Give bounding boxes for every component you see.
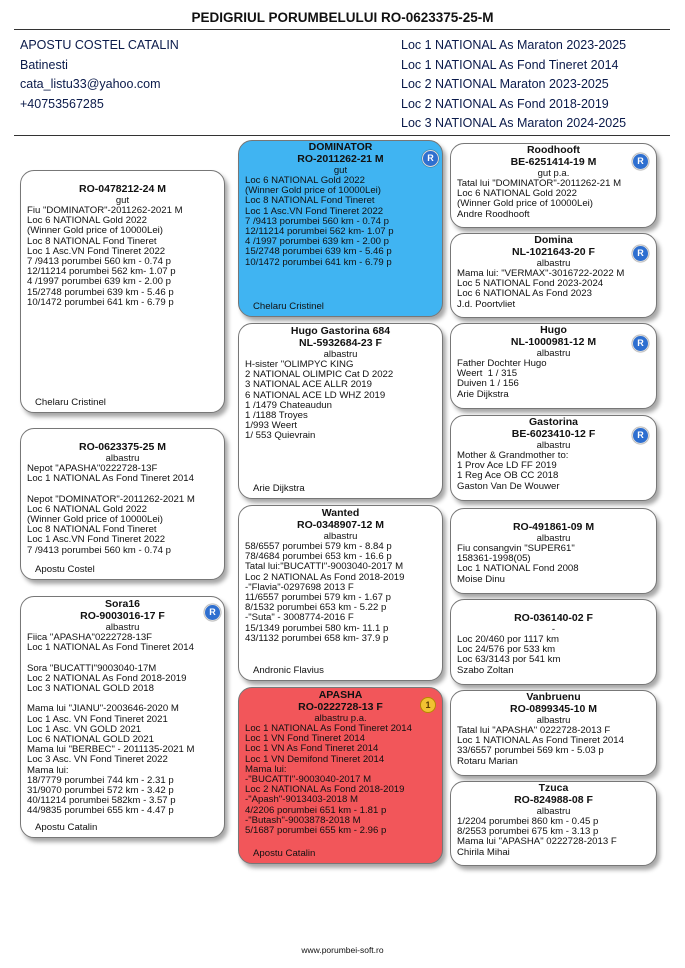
card-notes: Loc 6 NATIONAL Gold 2022 (Winner Gold price of 10000Lei) Loc 8 NATIONAL Fond Tineret Loc 1 Asc.VN Fond Tineret 2022 7 /9413 porumbei 560 km - 0.74 p 12/11214 porumbei 562 km- 1.07 p 4 /1997 porumbei 639 km - 2.00 p 15/2748 porumbei 639 km - 5.46 p 10/1472 porumbei 641 km - 6.79 p [245, 175, 394, 268]
card-notes: Loc 1 NATIONAL As Fond Tineret 2014 Loc 1 VN Fond Tineret 2014 Loc 1 VN As Fond Tineret 2014 Loc 1 VN Demifond Tineret 2014 Mama lui: -"BUCATTI"-9003040-2017 M Loc 2 NATIONAL As Fond 2018-2019 -"Apash"-9013403-2018 M 4/2206 porumbei 651 km - 1.81 p -"Butash"-9003878-2018 M 5/1687 porumbei 655 km - 2.96 p [245, 723, 412, 837]
card-notes: H-sister "OLIMPYC KING 2 NATIONAL OLIMPIC Cat D 2022 3 NATIONAL ACE ALLR 2019 6 NATIONAL ACE LD WHZ 2019 1 /1479 Chateaudun 1 /1188 Troyes 1/993 Weert 1/ 553 Quievrain [245, 359, 394, 442]
card-notes: Loc 20/460 por 1117 km Loc 24/576 por 533 km Loc 63/3143 por 541 km Szabo Zoltan [457, 634, 561, 676]
pedigree-card-ffm[interactable] [450, 233, 657, 318]
card-ring: NL-5932684-23 F [299, 337, 382, 349]
card-ring: NL-1021643-20 F [512, 246, 595, 258]
pedigree-card-mf[interactable] [238, 505, 443, 681]
card-name: DOMINATOR [308, 141, 373, 153]
card-ring: RO-036140-02 F [514, 612, 593, 624]
card-name: Domina [534, 234, 573, 246]
card-name: Gastorina [528, 416, 578, 428]
card-notes: 58/6557 porumbei 579 km - 8.84 p 78/4684 porumbei 653 km - 16.6 p Tatal lui:"BUCATTI"-9003040-2017 M Loc 2 NATIONAL As Fond 2018-2019 -"Flavia"-0297698 2013 F 11/6557 porumbei 579 km - 1.67 p 8/1532 porumbei 653 km - 5.22 p -"Suta" - 3008774-2016 F 15/1349 porumbei 580 km- 11.1 p 43/1132 porumbei 658 km- 37.9 p [245, 541, 405, 644]
card-color: albastru [105, 622, 140, 633]
owner-phone: +40753567285 [20, 96, 104, 111]
card-name: Vanbruenu [526, 691, 581, 703]
pedigree-card-mff[interactable] [450, 508, 657, 594]
owner-email: cata_listu33@yahoo.com [20, 77, 161, 91]
card-notes: Father Dochter Hugo Weert 1 / 315 Duiven 1 / 156 Arie Dijkstra [457, 358, 547, 400]
owner-name: APOSTU COSTEL CATALIN [20, 38, 179, 52]
card-notes: Mother & Grandmother to: 1 Prov Ace LD FF 2019 1 Reg Ace OB CC 2018 Gaston Van De Wouwer [457, 450, 569, 492]
registered-icon: R [204, 604, 221, 621]
card-owner: Apostu Costel [35, 564, 95, 575]
pedigree-card-fmf[interactable] [450, 323, 657, 409]
card-notes: Mama lui: "VERMAX"-3016722-2022 M Loc 5 NATIONAL Fond 2023-2024 Loc 6 NATIONAL As Fond 2023 J.d. Poortvliet [457, 268, 625, 310]
pedigree-card-mfm[interactable] [450, 599, 657, 685]
card-name: Hugo Gastorina 684 [290, 325, 391, 337]
footer-link[interactable]: www.porumbei-soft.ro [301, 945, 384, 955]
card-ring: RO-2011262-21 M [297, 153, 384, 165]
card-color: albastru [536, 258, 571, 269]
card-name: Hugo [540, 324, 567, 336]
pedigree-card-subject[interactable] [20, 428, 225, 580]
card-ring: RO-0222728-13 F [298, 701, 383, 713]
pedigree-card-mother[interactable] [20, 596, 225, 838]
card-owner: Andronic Flavius [253, 665, 324, 676]
card-name: Sora16 [104, 598, 141, 610]
registered-icon: R [422, 150, 439, 167]
card-ring: RO-824988-08 F [514, 794, 593, 806]
card-owner: Chelaru Cristinel [253, 301, 324, 312]
card-ring: BE-6251414-19 M [510, 156, 597, 168]
card-color: gut [333, 165, 348, 176]
card-color: gut p.a. [537, 168, 570, 179]
card-notes: Fiica "APASHA"0222728-13F Loc 1 NATIONAL As Fond Tineret 2014 Sora "BUCATTI"9003040-17M Loc 2 NATIONAL As Fond 2018-2019 Loc 3 NATIONAL GOLD 2018 Mama lui "JIANU"-2003646-2020 M Loc 1 Asc. VN Fond Tineret 2021 Loc 1 Asc. VN GOLD 2021 Loc 6 NATIONAL GOLD 2021 Mama lui "BERBEC" - 2011135-2021 M Loc 3 Asc. VN Fond Tineret 2022 Mama lui: 18/7779 porumbei 744 km - 2.31 p 31/9070 porumbei 572 km - 3.42 p 40/11214 porumbei 582km - 3.57 p 44/9835 porumbei 655 km - 4.47 p [27, 632, 195, 817]
page-title: PEDIGRIUL PORUMBELULUI RO-0623375-25-M [191, 10, 494, 25]
achievement-item: Loc 3 NATIONAL As Maraton 2024-2025 [401, 116, 627, 130]
card-notes: Nepot "APASHA"0222728-13F Loc 1 NATIONAL As Fond Tineret 2014 Nepot "DOMINATOR"-2011262-2021 M Loc 6 NATIONAL Gold 2022 (Winner Gold price of 10000Lei) Loc 8 NATIONAL Fond Tineret Loc 1 Asc.VN Fond Tineret 2022 7 /9413 porumbei 560 km - 0.74 p [27, 463, 195, 556]
card-color: albastru p.a. [314, 713, 367, 724]
card-name: APASHA [318, 689, 363, 701]
card-color: albastru [536, 806, 571, 817]
owner-city: Batinesti [20, 57, 68, 72]
card-color: albastru [536, 715, 571, 726]
card-color: albastru [323, 349, 358, 360]
card-ring: RO-0478212-24 M [79, 183, 166, 195]
card-notes: 1/2204 porumbei 860 km - 0.45 p 8/2553 porumbei 675 km - 3.13 p Mama lui "APASHA" 0222728-2013 F Chirila Mihai [457, 816, 617, 858]
card-color: albastru [536, 440, 571, 451]
card-owner: Apostu Catalin [35, 822, 98, 833]
card-ring: RO-0899345-10 M [510, 703, 597, 715]
pedigree-card-ff[interactable] [238, 140, 443, 317]
registered-icon: R [632, 153, 649, 170]
card-notes: Tatal lui "DOMINATOR"-2011262-21 M Loc 6 NATIONAL Gold 2022 (Winner Gold price of 10000Lei) Andre Roodhooft [457, 178, 622, 220]
card-name: Tzuca [538, 782, 569, 794]
card-name: Roodhooft [526, 144, 581, 156]
card-color: gut [115, 195, 130, 206]
achievements-list [401, 36, 626, 134]
card-color: - [551, 624, 556, 635]
card-notes: Tatal lui "APASHA" 0222728-2013 F Loc 1 NATIONAL As Fond Tineret 2014 33/6557 porumbei 569 km - 5.03 p Rotaru Marian [457, 725, 624, 767]
gold-medal-icon: 1 [420, 697, 436, 713]
header-divider [14, 135, 670, 136]
card-ring: NL-1000981-12 M [510, 336, 597, 348]
registered-icon: R [632, 427, 649, 444]
pedigree-card-fm[interactable] [238, 323, 443, 499]
card-owner: Apostu Catalin [253, 848, 316, 859]
card-color: albastru [323, 531, 358, 542]
registered-icon: R [632, 335, 649, 352]
owner-info [20, 36, 179, 114]
title-divider [14, 29, 670, 30]
card-name: Wanted [321, 507, 360, 519]
pedigree-card-father[interactable] [20, 170, 225, 413]
registered-icon: R [632, 245, 649, 262]
card-notes: Fiu consangvin "SUPER61" 158361-1998(05) Loc 1 NATIONAL Fond 2008 Moise Dinu [457, 543, 579, 585]
achievement-item: Loc 1 NATIONAL As Fond Tineret 2014 [401, 57, 619, 72]
achievement-item: Loc 1 NATIONAL As Maraton 2023-2025 [401, 38, 627, 52]
pedigree-card-mm[interactable] [238, 687, 443, 864]
achievement-item: Loc 2 NATIONAL As Fond 2018-2019 [401, 96, 609, 111]
pedigree-card-fff[interactable] [450, 143, 657, 228]
card-ring: RO-0623375-25 M [79, 441, 166, 453]
card-ring: RO-9003016-17 F [80, 610, 165, 622]
card-ring: RO-491861-09 M [512, 521, 595, 533]
card-color: albastru [105, 453, 140, 464]
card-owner: Chelaru Cristinel [35, 397, 106, 408]
card-owner: Arie Dijkstra [253, 483, 305, 494]
achievement-item: Loc 2 NATIONAL Maraton 2023-2025 [401, 77, 609, 91]
card-ring: BE-6023410-12 F [511, 428, 596, 440]
pedigree-card-mmf[interactable] [450, 690, 657, 776]
card-ring: RO-0348907-12 M [297, 519, 384, 531]
pedigree-card-mmm[interactable] [450, 781, 657, 866]
card-notes: Fiu "DOMINATOR"-2011262-2021 M Loc 6 NATIONAL Gold 2022 (Winner Gold price of 10000Lei) Loc 8 NATIONAL Fond Tineret Loc 1 Asc.VN Fond Tineret 2022 7 /9413 porumbei 560 km - 0.74 p 12/11214 porumbei 562 km- 1.07 p 4 /1997 porumbei 639 km - 2.00 p 15/2748 porumbei 639 km - 5.46 p 10/1472 porumbei 641 km - 6.79 p [27, 205, 183, 308]
pedigree-card-fmm[interactable] [450, 415, 657, 501]
card-color: albastru [536, 533, 571, 544]
card-color: albastru [536, 348, 571, 359]
